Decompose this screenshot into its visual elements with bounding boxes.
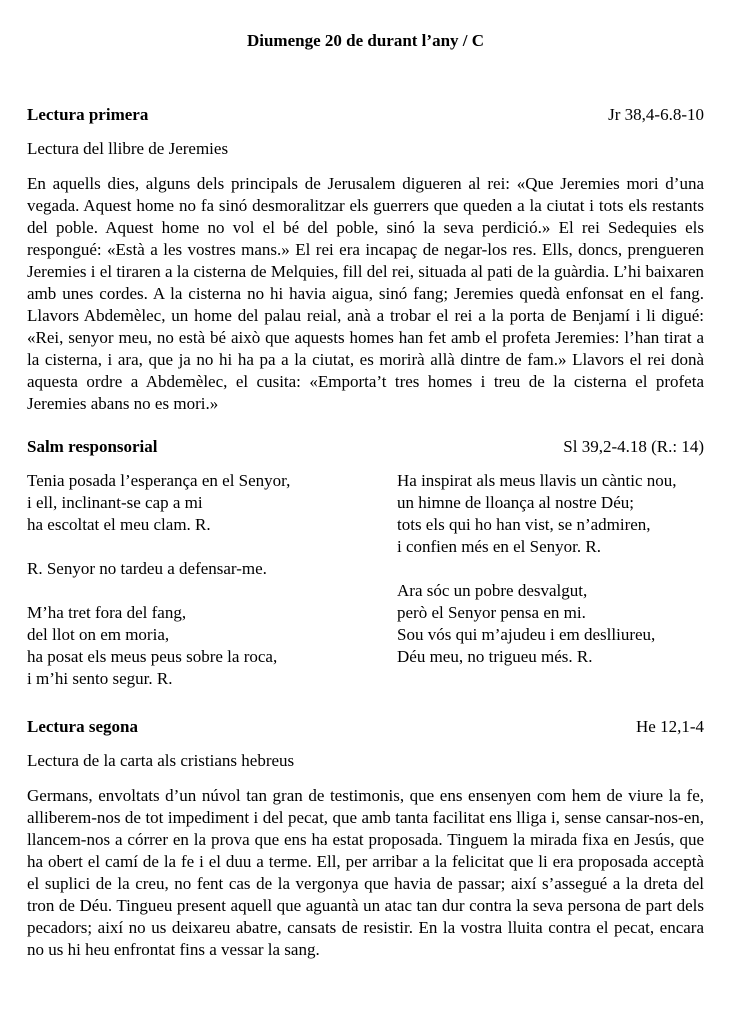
psalm-line: del llot on em moria, [27,625,170,644]
psalm-line: tots els qui ho han vist, se n’admiren, [397,515,651,534]
psalm-line: Ha inspirat als meus llavis un càntic nou, [397,471,677,490]
psalm-header [27,436,704,458]
second-reading-source: Lectura de la carta als cristians hebreus [27,751,295,770]
psalm-line: Sou vós qui m’ajudeu i em deslliureu, [397,625,656,644]
psalm-reference: Sl 39,2-4.18 (R.: 14) [563,437,704,456]
first-reading-heading: Lectura primera [27,105,149,124]
first-reading-source: Lectura del llibre de Jeremies [27,139,229,158]
psalm-left-column [27,470,397,690]
psalm-line: R. Senyor no tardeu a defensar-me. [27,559,267,578]
psalm-line: Ara sóc un pobre desvalgut, [397,581,588,600]
psalm-stanza [397,470,704,558]
psalm-heading: Salm responsorial [27,437,158,456]
first-reading-reference: Jr 38,4-6.8-10 [608,105,704,124]
page-title: Diumenge 20 de durant l’any / C [246,31,485,50]
psalm-line: però el Senyor pensa en mi. [397,603,586,622]
psalm-line: ha escoltat el meu clam. R. [27,515,211,534]
psalm-line: i m’hi sento segur. R. [27,669,173,688]
first-reading-body: En aquells dies, alguns dels principals de Jerusalem digueren al rei: «Que Jeremies mori d’una vegada. Aquest home no fa sinó desmoralitzar els guerrers que queden a la ciutat i tots els restants del poble. Aquest home no vol el bé del poble, sinó la seva perdició.» El rei Sedequies els respongué: «Està a les vostres mans.» El rei era incapaç de negar-los res. Ells, doncs, prengueren Jeremies i el tiraren a la cisterna de Melquies, fill del rei, situada al pati de la guàrdia. L’hi baixaren amb unes cordes. A la cisterna no hi havia aigua, sinó fang; Jeremies quedà enfonsat en el fang. Llavors Abdemèlec, un home del palau reial, anà a trobar el rei a la porta de Benjamí i li digué: «Rei, senyor meu, no està bé això que aquests homes han fet amb el profeta Jeremies: l’han tirat a la cisterna, i ara, que ja no hi ha pa a la ciutat, es morirà allà dintre de fam.» Llavors el rei donà aquesta ordre a Abdemèlec, el cusita: «Emporta’t tres homes i treu de la cisterna el profeta Jeremies abans no es mori.» [27,174,704,413]
second-reading-body: Germans, envoltats d’un núvol tan gran de testimonis, que ens ensenyen com hem de viure la fe, alliberem-nos de tot impediment i del pecat, que amb tanta facilitat ens lliga i, sense cansar-nos-en, llancem-nos a córrer en la prova que ens ha estat proposada. Tinguem la mirada fixa en Jesús, que ha obert el camí de la fe i el duu a terme. Ell, per arribar a la felicitat que li era proposada acceptà el suplici de la creu, no fent cas de la vergonya que havia de passar; així s’assegué a la dreta del tron de Déu. Tingueu present aquell que aguantà un atac tan dur contra la seva persona de part dels pecadors; així no us deixareu abatre, cansats de resistir. En la vostra lluita contra el pecat, encara no us hi heu enfrontat fins a vessar la sang. [27,786,704,959]
second-reading-heading: Lectura segona [27,717,138,736]
psalm-stanza [27,602,397,690]
psalm-right-column [397,470,704,690]
psalm-stanza [397,580,704,668]
psalm-line: ha posat els meus peus sobre la roca, [27,647,278,666]
psalm-line: i confien més en el Senyor. R. [397,537,601,556]
psalm-stanza [27,558,397,580]
psalm-line: Tenia posada l’esperança en el Senyor, [27,471,291,490]
second-reading-header [27,716,704,738]
psalm-line: i ell, inclinant-se cap a mi [27,493,203,512]
psalm-columns [27,470,704,690]
psalm-stanza [27,470,397,536]
psalm-line: Déu meu, no trigueu més. R. [397,647,593,666]
first-reading-header [27,104,704,126]
second-reading-reference: He 12,1-4 [636,717,704,736]
psalm-line: M’ha tret fora del fang, [27,603,187,622]
psalm-line: un himne de lloança al nostre Déu; [397,493,634,512]
